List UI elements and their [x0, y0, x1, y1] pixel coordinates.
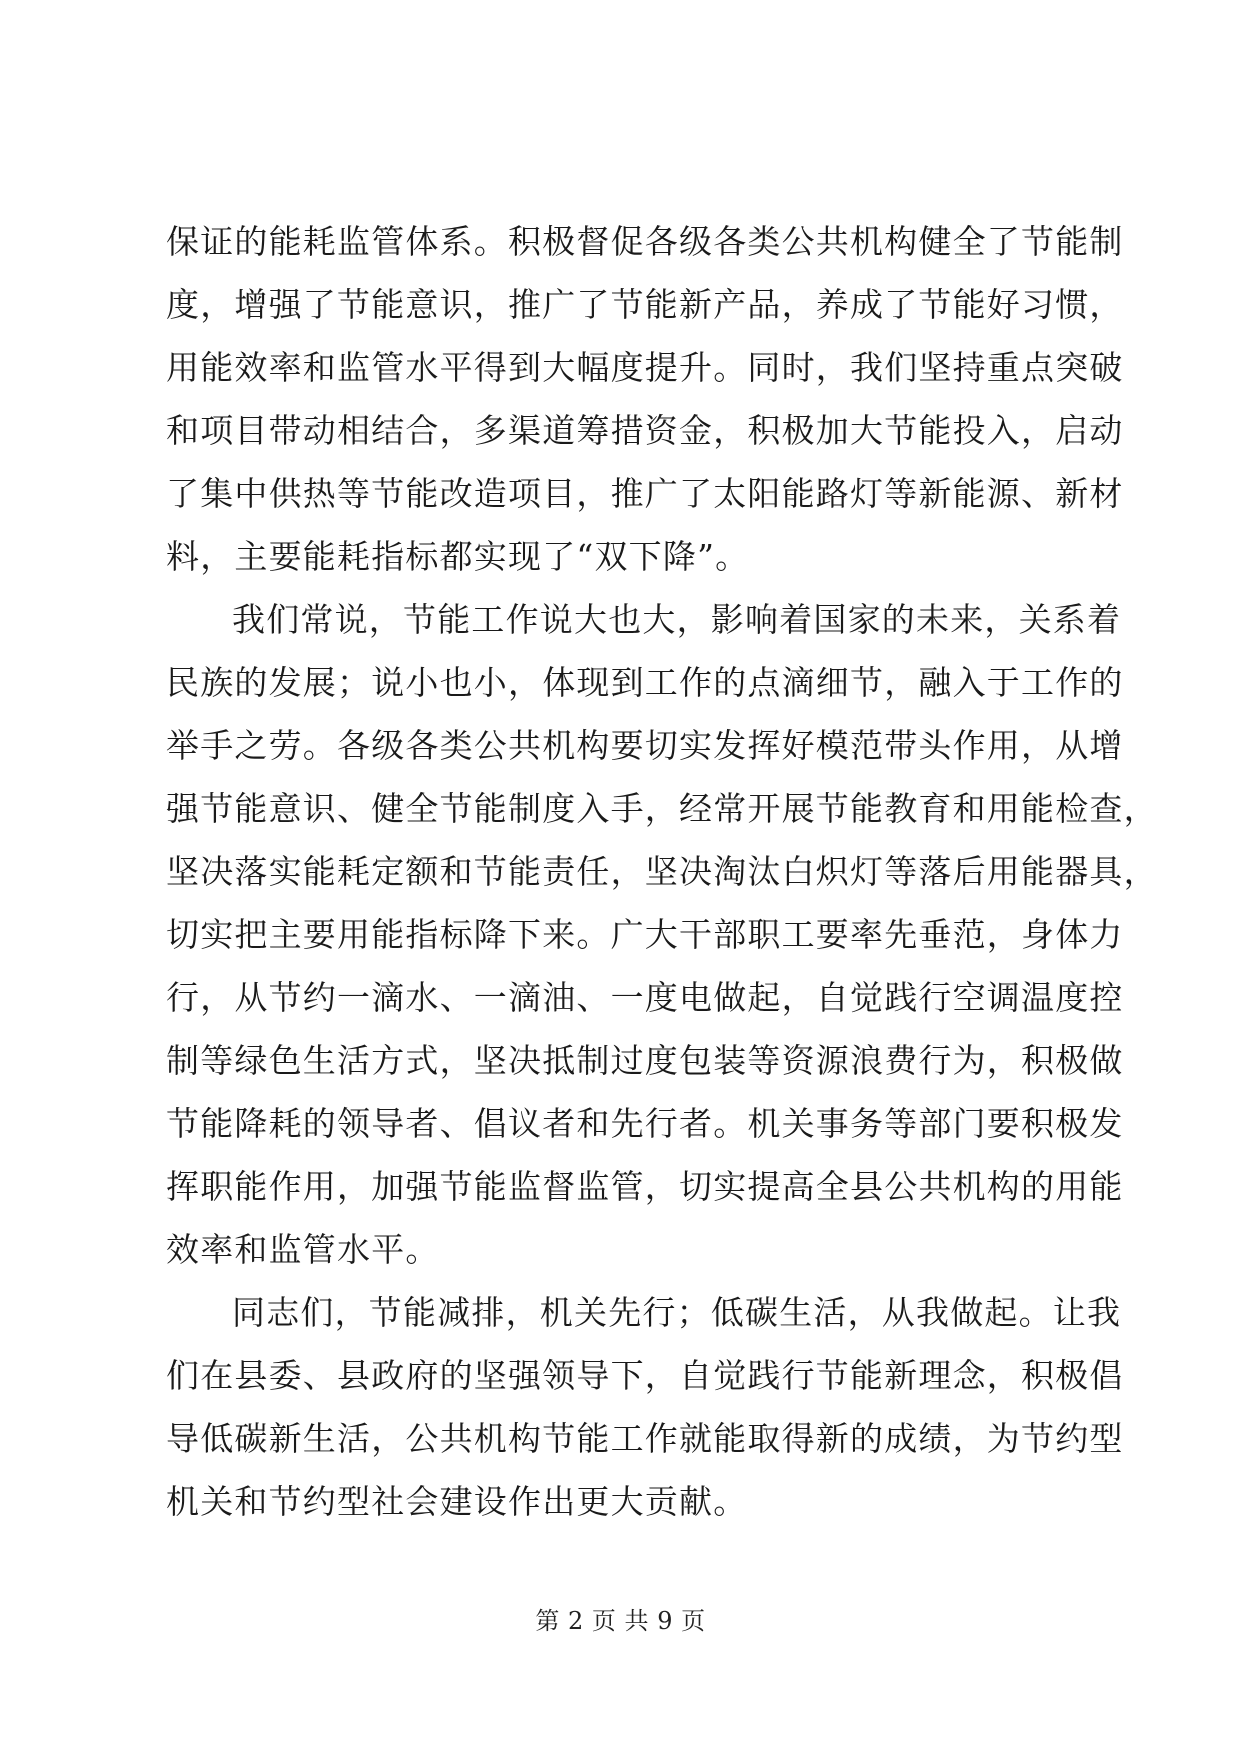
- paragraph-1: [166, 210, 1124, 588]
- text-line: 机关和节约型社会建设作出更大贡献。: [166, 1482, 748, 1521]
- text-line: 举手之劳。各级各类公共机构要切实发挥好模范带头作用，从增: [166, 726, 1124, 765]
- text-line: 节能降耗的领导者、倡议者和先行者。机关事务等部门要积极发: [166, 1104, 1124, 1143]
- text-line: 挥职能作用，加强节能监督监管，切实提高全县公共机构的用能: [166, 1167, 1124, 1206]
- text-line: 和项目带动相结合，多渠道筹措资金，积极加大节能投入，启动: [166, 411, 1124, 450]
- text-line: 行，从节约一滴水、一滴油、一度电做起，自觉践行空调温度控: [166, 978, 1124, 1017]
- text-line: 们在县委、县政府的坚强领导下，自觉践行节能新理念，积极倡: [166, 1356, 1124, 1395]
- text-line: 切实把主要用能指标降下来。广大干部职工要率先垂范，身体力: [166, 915, 1124, 954]
- text-line: 度，增强了节能意识，推广了节能新产品，养成了节能好习惯，: [166, 285, 1124, 324]
- text-line: 保证的能耗监管体系。积极督促各级各类公共机构健全了节能制: [166, 222, 1124, 261]
- text-line: 制等绿色生活方式，坚决抵制过度包装等资源浪费行为，积极做: [166, 1041, 1124, 1080]
- text-line: 民族的发展；说小也小，体现到工作的点滴细节，融入于工作的: [166, 663, 1124, 702]
- text-line: 导低碳新生活，公共机构节能工作就能取得新的成绩，为节约型: [166, 1419, 1124, 1458]
- document-body: [166, 210, 1158, 1533]
- text-line: 了集中供热等节能改造项目，推广了太阳能路灯等新能源、新材: [166, 474, 1124, 513]
- paragraph-3: [166, 1281, 1124, 1533]
- paragraph-2: [166, 588, 1158, 1281]
- page-number-footer: 第 2 页 共 9 页: [535, 1607, 706, 1635]
- text-line: 坚决落实能耗定额和节能责任，坚决淘汰白炽灯等落后用能器具，: [166, 852, 1158, 891]
- text-line: 同志们，节能减排，机关先行；低碳生活，从我做起。让我: [232, 1293, 1122, 1332]
- text-line: 我们常说，节能工作说大也大，影响着国家的未来，关系着: [232, 600, 1122, 639]
- text-line: 效率和监管水平。: [166, 1230, 440, 1269]
- text-line: 强节能意识、健全节能制度入手，经常开展节能教育和用能检查，: [166, 789, 1158, 828]
- text-line: 料，主要能耗指标都实现了“双下降”。: [166, 537, 750, 576]
- text-line: 用能效率和监管水平得到大幅度提升。同时，我们坚持重点突破: [166, 348, 1124, 387]
